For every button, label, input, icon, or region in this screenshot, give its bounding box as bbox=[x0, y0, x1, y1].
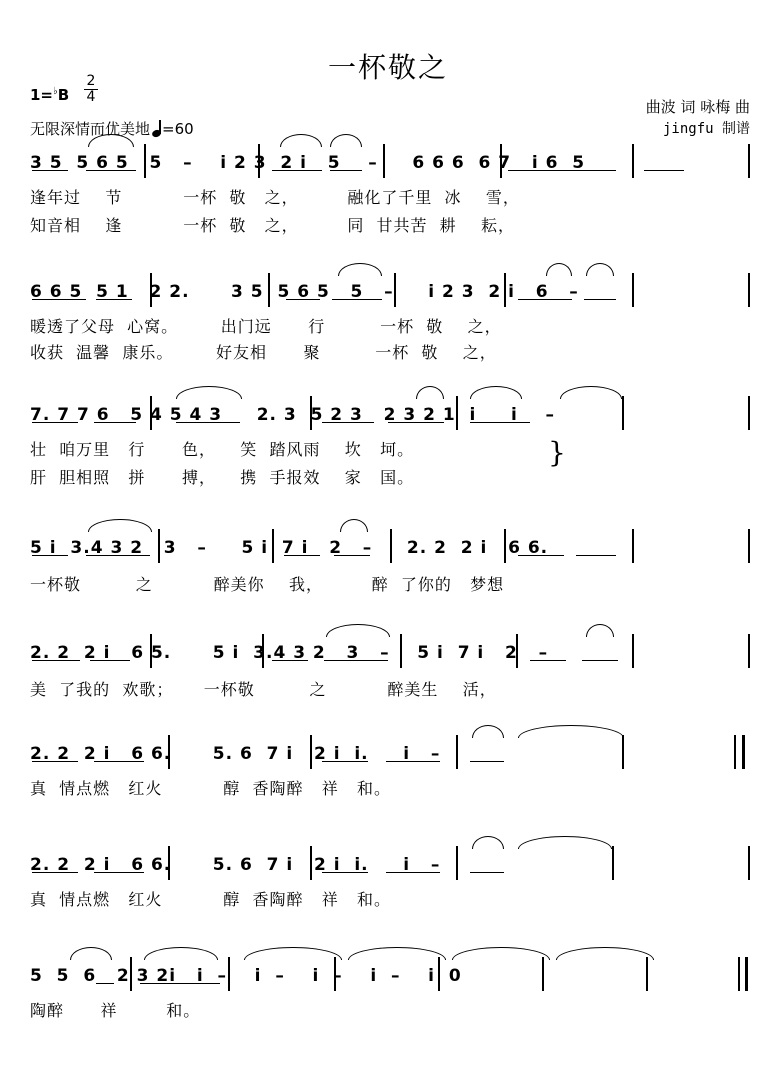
lyric-verse-1: 陶醉 祥 和。 bbox=[30, 1001, 201, 1020]
slur-mark bbox=[586, 263, 614, 276]
lyric-verse-1: 壮 咱万里 行 色， 笑 踏风雨 坎 坷。 bbox=[30, 440, 415, 459]
time-bottom: 4 bbox=[86, 89, 96, 105]
tie-mark bbox=[518, 836, 612, 849]
tie-mark bbox=[452, 947, 550, 960]
tie-mark bbox=[244, 947, 342, 960]
notation-line: 2. 2 2 i 6 6. 5. 6 7 i 2 i i. i – bbox=[30, 744, 441, 764]
notation-line: 3 5 5 6 5 5 – i 2 3 2 i 5 – 6 6 6 6 7 i 6 5 bbox=[30, 153, 586, 173]
key-signature bbox=[30, 86, 69, 104]
lyric-verse-1: 暖透了父母 心窝。 出门远 行 一杯 敬 之， bbox=[30, 317, 502, 336]
credits-composer: 曲波 词 咏梅 曲 bbox=[645, 98, 750, 116]
time-top: 2 bbox=[84, 74, 98, 90]
slur-mark bbox=[472, 836, 504, 849]
slur-mark bbox=[280, 134, 322, 147]
slur-mark bbox=[586, 624, 614, 637]
slur-mark bbox=[470, 386, 522, 399]
slur-mark bbox=[144, 947, 218, 960]
lyric-verse-1: 逢年过 节 一杯 敬 之， 融化了千里 冰 雪， bbox=[30, 188, 520, 207]
slur-mark bbox=[88, 519, 152, 532]
lyric-verse-2: 知音相 逢 一杯 敬 之， 同 甘共苦 耕 耘， bbox=[30, 216, 516, 235]
tempo-value: =60 bbox=[162, 120, 194, 138]
notation-line: 6 6 5 5 1 2 2. 3 5 5 6 5 5 – i 2 3 2 i 6 – bbox=[30, 282, 579, 302]
slur-mark bbox=[330, 134, 362, 147]
lyric-verse-1: 真 情点燃 红火 醇 香陶醉 祥 和。 bbox=[30, 779, 391, 798]
slur-mark bbox=[326, 624, 390, 637]
verse-brace: } bbox=[548, 436, 566, 469]
slur-mark bbox=[70, 947, 112, 960]
lyric-verse-1: 真 情点燃 红火 醇 香陶醉 祥 和。 bbox=[30, 890, 391, 909]
tie-mark bbox=[348, 947, 446, 960]
tie-mark bbox=[556, 947, 654, 960]
song-title: 一杯敬之 bbox=[327, 51, 448, 84]
credits-engraver: jingfu 制谱 bbox=[662, 121, 750, 137]
notation-line: 5 5 6 2 3 2i i – i – i – i – i 0 bbox=[30, 966, 462, 986]
tempo-text: 无限深情而优美地 bbox=[30, 120, 151, 138]
slur-mark bbox=[340, 519, 368, 532]
notation-line: 2. 2 2 i 6 5. 5 i 3.4 3 2 3 – 5 i 7 i 2 – bbox=[30, 643, 549, 663]
flat-sign: ♭ bbox=[53, 86, 58, 97]
slur-mark bbox=[546, 263, 572, 276]
key-letter: B bbox=[57, 86, 70, 104]
lyric-verse-1: 美 了我的 欢歌； 一杯敬 之 醉美生 活， bbox=[30, 680, 497, 699]
time-signature bbox=[84, 74, 98, 105]
lyric-verse-1: 一杯敬 之 醉美你 我， 醉 了你的 梦想 bbox=[30, 575, 505, 594]
notation-line: 7. 7 7 6 5 4 5 4 3 2. 3 5 2 3 2 3 2 1 i i – bbox=[30, 405, 555, 425]
notation-line: 5 i 3.4 3 2 3 – 5 i 7 i 2 – 2. 2 2 i 6 6. bbox=[30, 538, 549, 558]
slur-mark bbox=[472, 725, 504, 738]
slur-mark bbox=[338, 263, 382, 276]
tie-mark bbox=[560, 386, 622, 399]
notation-line: 2. 2 2 i 6 6. 5. 6 7 i 2 i i. i – bbox=[30, 855, 441, 875]
slur-mark bbox=[416, 386, 444, 399]
key-prefix: 1= bbox=[30, 86, 54, 104]
lyric-verse-2: 收获 温馨 康乐。 好友相 聚 一杯 敬 之， bbox=[30, 343, 497, 362]
lyric-verse-2: 肝 胆相照 拼 搏， 携 手报效 家 国。 bbox=[30, 468, 415, 487]
slur-mark bbox=[176, 386, 242, 399]
tie-mark bbox=[518, 725, 624, 738]
quarter-note-icon bbox=[154, 120, 160, 136]
